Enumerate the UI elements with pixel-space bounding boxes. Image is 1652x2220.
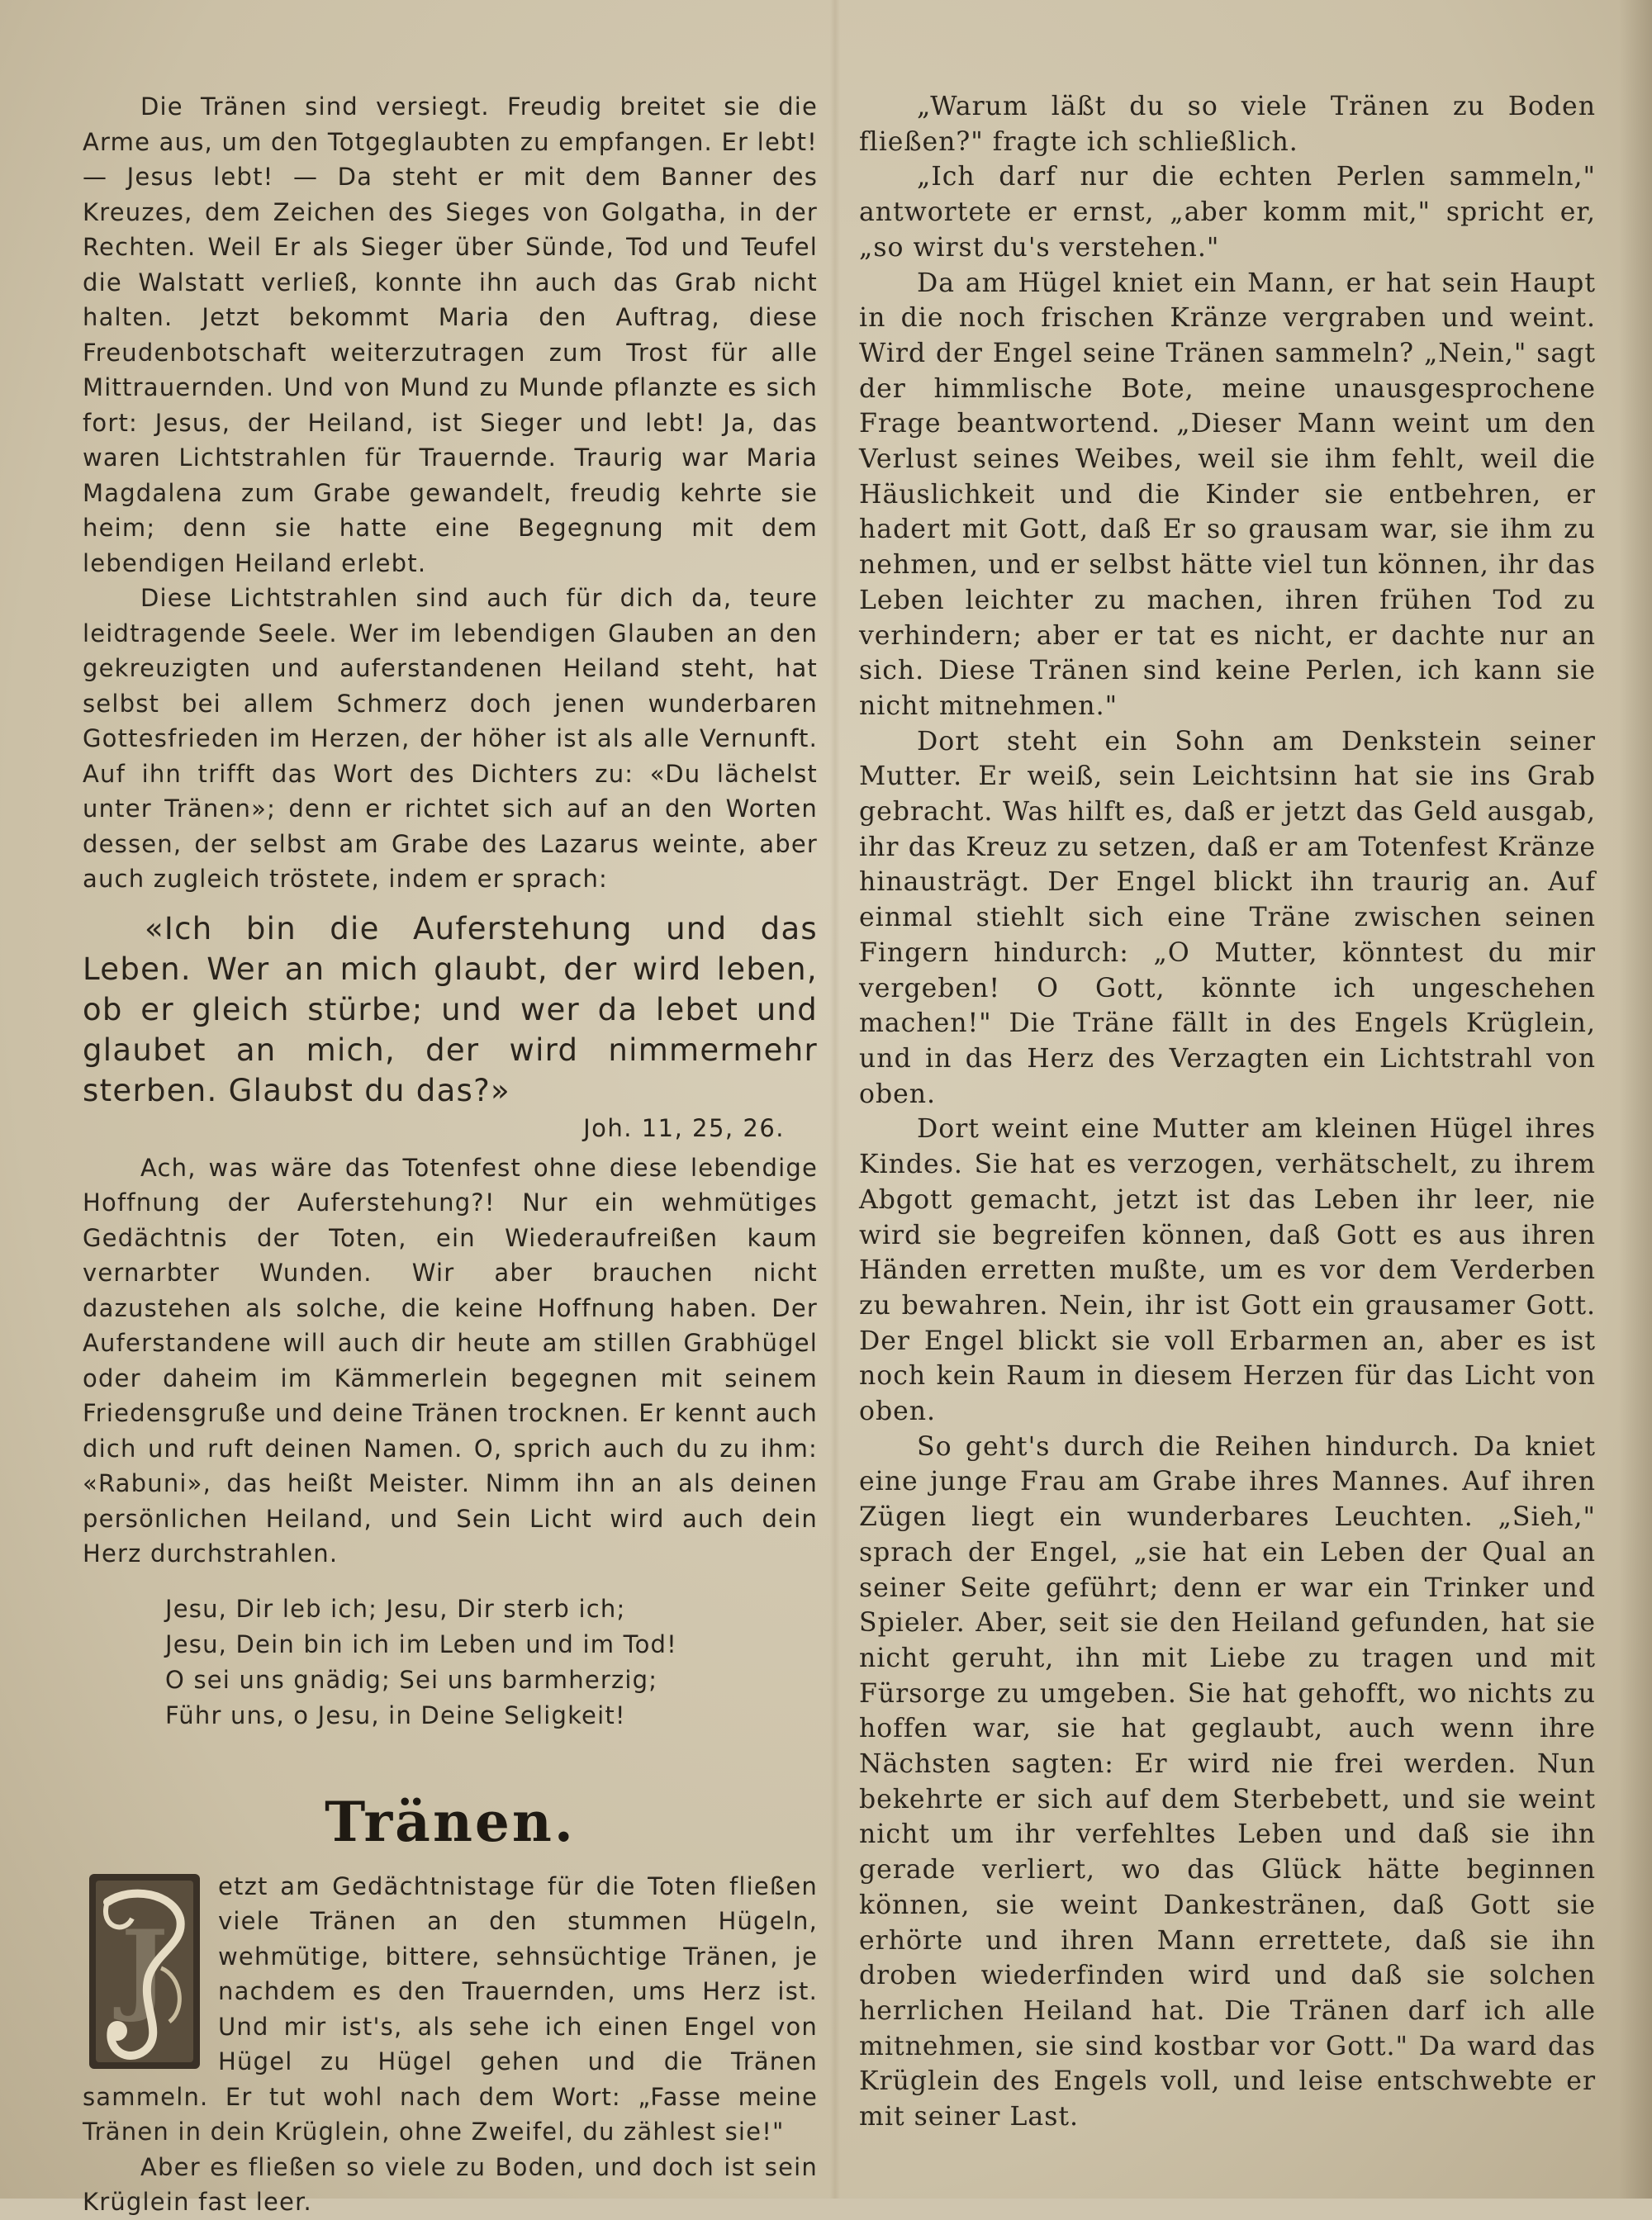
bible-quote: «Ich bin die Auferstehung und das Leben. Wer an mich glaubt, der wird leben, ob er gleich stürbe; und wer da lebet und glaubet an mich, der wird nimmermehr sterben. Glaubst du das?»	[83, 910, 818, 1108]
svg-text:J: J	[121, 1908, 169, 2025]
page-edge-shadow	[1619, 0, 1652, 2199]
verse-line: Führ uns, o Jesu, in Deine Seligkeit!	[165, 1701, 626, 1729]
tranen-paragraph-1: etzt am Gedächtnistage für die Toten fließen viele Tränen an den stummen Hügeln, wehmütige, bittere, sehnsüchtige Tränen, je nachdem es den Trauernden, ums Herz ist. Und mir ist's, als sehe ich einen Engel von Hügel zu Hügel gehen und die Tränen sammeln. Er tut wohl nach dem Wort: „Fasse meine Tränen in dein Krüglein, ohne Zweifel, du zählest sie!"	[83, 1871, 818, 2146]
hymn-verse	[165, 1591, 818, 1734]
column-gutter	[830, 0, 840, 2199]
angel-paragraph-6: So geht's durch die Reihen hindurch. Da kniet eine junge Frau am Grabe ihres Mannes. Auf ihren Zügen liegt ein wunderbares Leuchten. „Sieh," sprach der Engel, „sie hat ein Leben der Qual an seiner Seite geführt; denn er war ein Trinker und Spieler. Aber, seit sie den Heiland gefunden, hat sie nicht geruht, ihn mit Liebe zu tragen und mit Fürsorge zu umgeben. Sie hat gehofft, wo nichts zu hoffen war, sie hat geglaubt, auch wenn ihre Nächsten sagten: Er wird nie frei werden. Nun bekehrte er sich auf dem Sterbebett, und sie weint nicht um ihr verfehltes Leben und daß sie ihn gerade verliert, wo das Glück hätte beginnen können, sie weint Dankestränen, daß Gott sie erhörte und ihren Mann errettete, daß sie ihn droben wiederfinden wird und daß sie solchen herrlichen Heiland hat. Die Tränen darf ich alle mitnehmen, sie sind kostbar vor Gott." Da ward das Krüglein des Engels voll, und leise entschwebte er mit seiner Last.	[859, 1431, 1596, 2132]
paragraph-easter-joy: Die Tränen sind versiegt. Freudig breitet sie die Arme aus, um den Totgeglaubten zu empfangen. Er lebt! — Jesus lebt! — Da steht er mit dem Banner des Kreuzes, dem Zeichen des Sieges von Golgatha, in der Rechten. Weil Er als Sieger über Sünde, Tod und Teufel die Walstatt verließ, konnte ihn auch das Grab nicht halten. Jetzt bekommt Maria den Auftrag, diese Freudenbotschaft weiterzutragen zum Trost für alle Mittrauernden. Und von Mund zu Munde pflanzte es sich fort: Jesus, der Heiland, ist Sieger und lebt! Ja, das waren Lichtstrahlen für Trauernde. Traurig war Maria Magdalena zum Grabe gewandelt, freudig kehrte sie heim; denn sie hatte eine Begegnung mit dem lebendigen Heiland erlebt.	[83, 92, 818, 577]
angel-paragraph-2: „Ich darf nur die echten Perlen sammeln," antwortete er ernst, „aber komm mit," spricht er, „so wirst du's verstehen."	[859, 162, 1596, 263]
verse-line: Jesu, Dein bin ich im Leben und im Tod!	[165, 1629, 677, 1658]
paragraph-light-rays: Diese Lichtstrahlen sind auch für dich da, teure leidtragende Seele. Wer im lebendigen Glauben an den gekreuzigten und auferstandenen Heiland steht, hat selbst bei allem Schmerz doch jenen wunderbaren Gottesfrieden im Herzen, der höher ist als alle Vernunft. Auf ihn trifft das Wort des Dichters zu: «Du lächelst unter Tränen»; denn er richtet sich auf an den Worten dessen, der selbst am Grabe des Lazarus weinte, aber auch zugleich tröstete, indem er sprach:	[83, 584, 818, 893]
tranen-paragraph-2: Aber es fließen so viele zu Boden, und doch ist sein Krüglein fast leer.	[83, 2152, 818, 2216]
section-title: Tränen.	[325, 1789, 576, 1854]
ornamental-dropcap-icon	[83, 1869, 206, 2074]
angel-paragraph-4: Dort steht ein Sohn am Denkstein seiner Mutter. Er weiß, sein Leichtsinn hat sie ins Grab gebracht. Was hilft es, daß er jetzt das Geld ausgab, ihr das Kreuz zu setzen, daß er am Totenfest Kränze hinausträgt. Der Engel blickt ihn traurig an. Auf einmal stiehlt sich eine Träne zwischen seinen Fingern hindurch: „O Mutter, könntest du mir vergeben! O Gott, könnte ich ungeschehen machen!" Die Träne fällt in des Engels Krüglein, und in das Herz des Verzagten ein Lichtstrahl von oben.	[859, 726, 1596, 1109]
angel-paragraph-3: Da am Hügel kniet ein Mann, er hat sein Haupt in die noch frischen Kränze vergraben und weint. Wird der Engel seine Tränen sammeln? „Nein," sagt der himmlische Bote, meine unausgesprochene Frage beantwortend. „Dieser Mann weint um den Verlust seines Weibes, weil sie ihm fehlt, weil die Häuslichkeit und die Kinder sie entbehren, er hadert mit Gott, daß Er so grausam war, sie ihm zu nehmen, und er selbst hätte viel tun können, ihr das Leben leichter zu machen, ihren frühen Tod zu verhindern; aber er tat es nicht, er dachte nur an sich. Diese Tränen sind keine Perlen, ich kann sie nicht mitnehmen."	[859, 268, 1596, 721]
verse-line: O sei uns gnädig; Sei uns barmherzig;	[165, 1665, 658, 1694]
angel-paragraph-5: Dort weint eine Mutter am kleinen Hügel ihres Kindes. Sie hat es verzogen, verhätschelt, zu ihrem Abgott gemacht, jetzt ist das Leben ihr leer, nie wird sie begreifen können, daß Gott es aus ihren Händen erretten mußte, um es vor dem Verderben zu bewahren. Nein, ihr ist Gott ein grausamer Gott. Der Engel blickt sie voll Erbarmen an, aber es ist noch kein Raum in diesem Herzen für das Licht von oben.	[859, 1114, 1596, 1427]
angel-paragraph-1: „Warum läßt du so viele Tränen zu Boden fließen?" fragte ich schließlich.	[859, 92, 1596, 157]
tranen-intro	[83, 1869, 818, 2150]
right-column	[859, 89, 1596, 2135]
left-column	[83, 89, 818, 2220]
paragraph-hope: Ach, was wäre das Totenfest ohne diese lebendige Hoffnung der Auferstehung?! Nur ein wehmütiges Gedächtnis der Toten, ein Wiederaufreißen kaum vernarbter Wunden. Wir aber brauchen nicht dazustehen als solche, die keine Hoffnung haben. Der Auferstandene will auch dir heute am stillen Grabhügel oder daheim im Kämmerlein begegnen mit seinem Friedensgruße und deine Tränen trocknen. Er kennt auch dich und ruft deinen Namen. O, sprich auch du zu ihm: «Rabuni», das heißt Meister. Nimm ihn an als deinen persönlichen Heiland, und Sein Licht wird auch dein Herz durchstrahlen.	[83, 1153, 818, 1568]
verse-line: Jesu, Dir leb ich; Jesu, Dir sterb ich;	[165, 1594, 626, 1623]
bible-quote-reference: Joh. 11, 25, 26.	[583, 1113, 785, 1142]
